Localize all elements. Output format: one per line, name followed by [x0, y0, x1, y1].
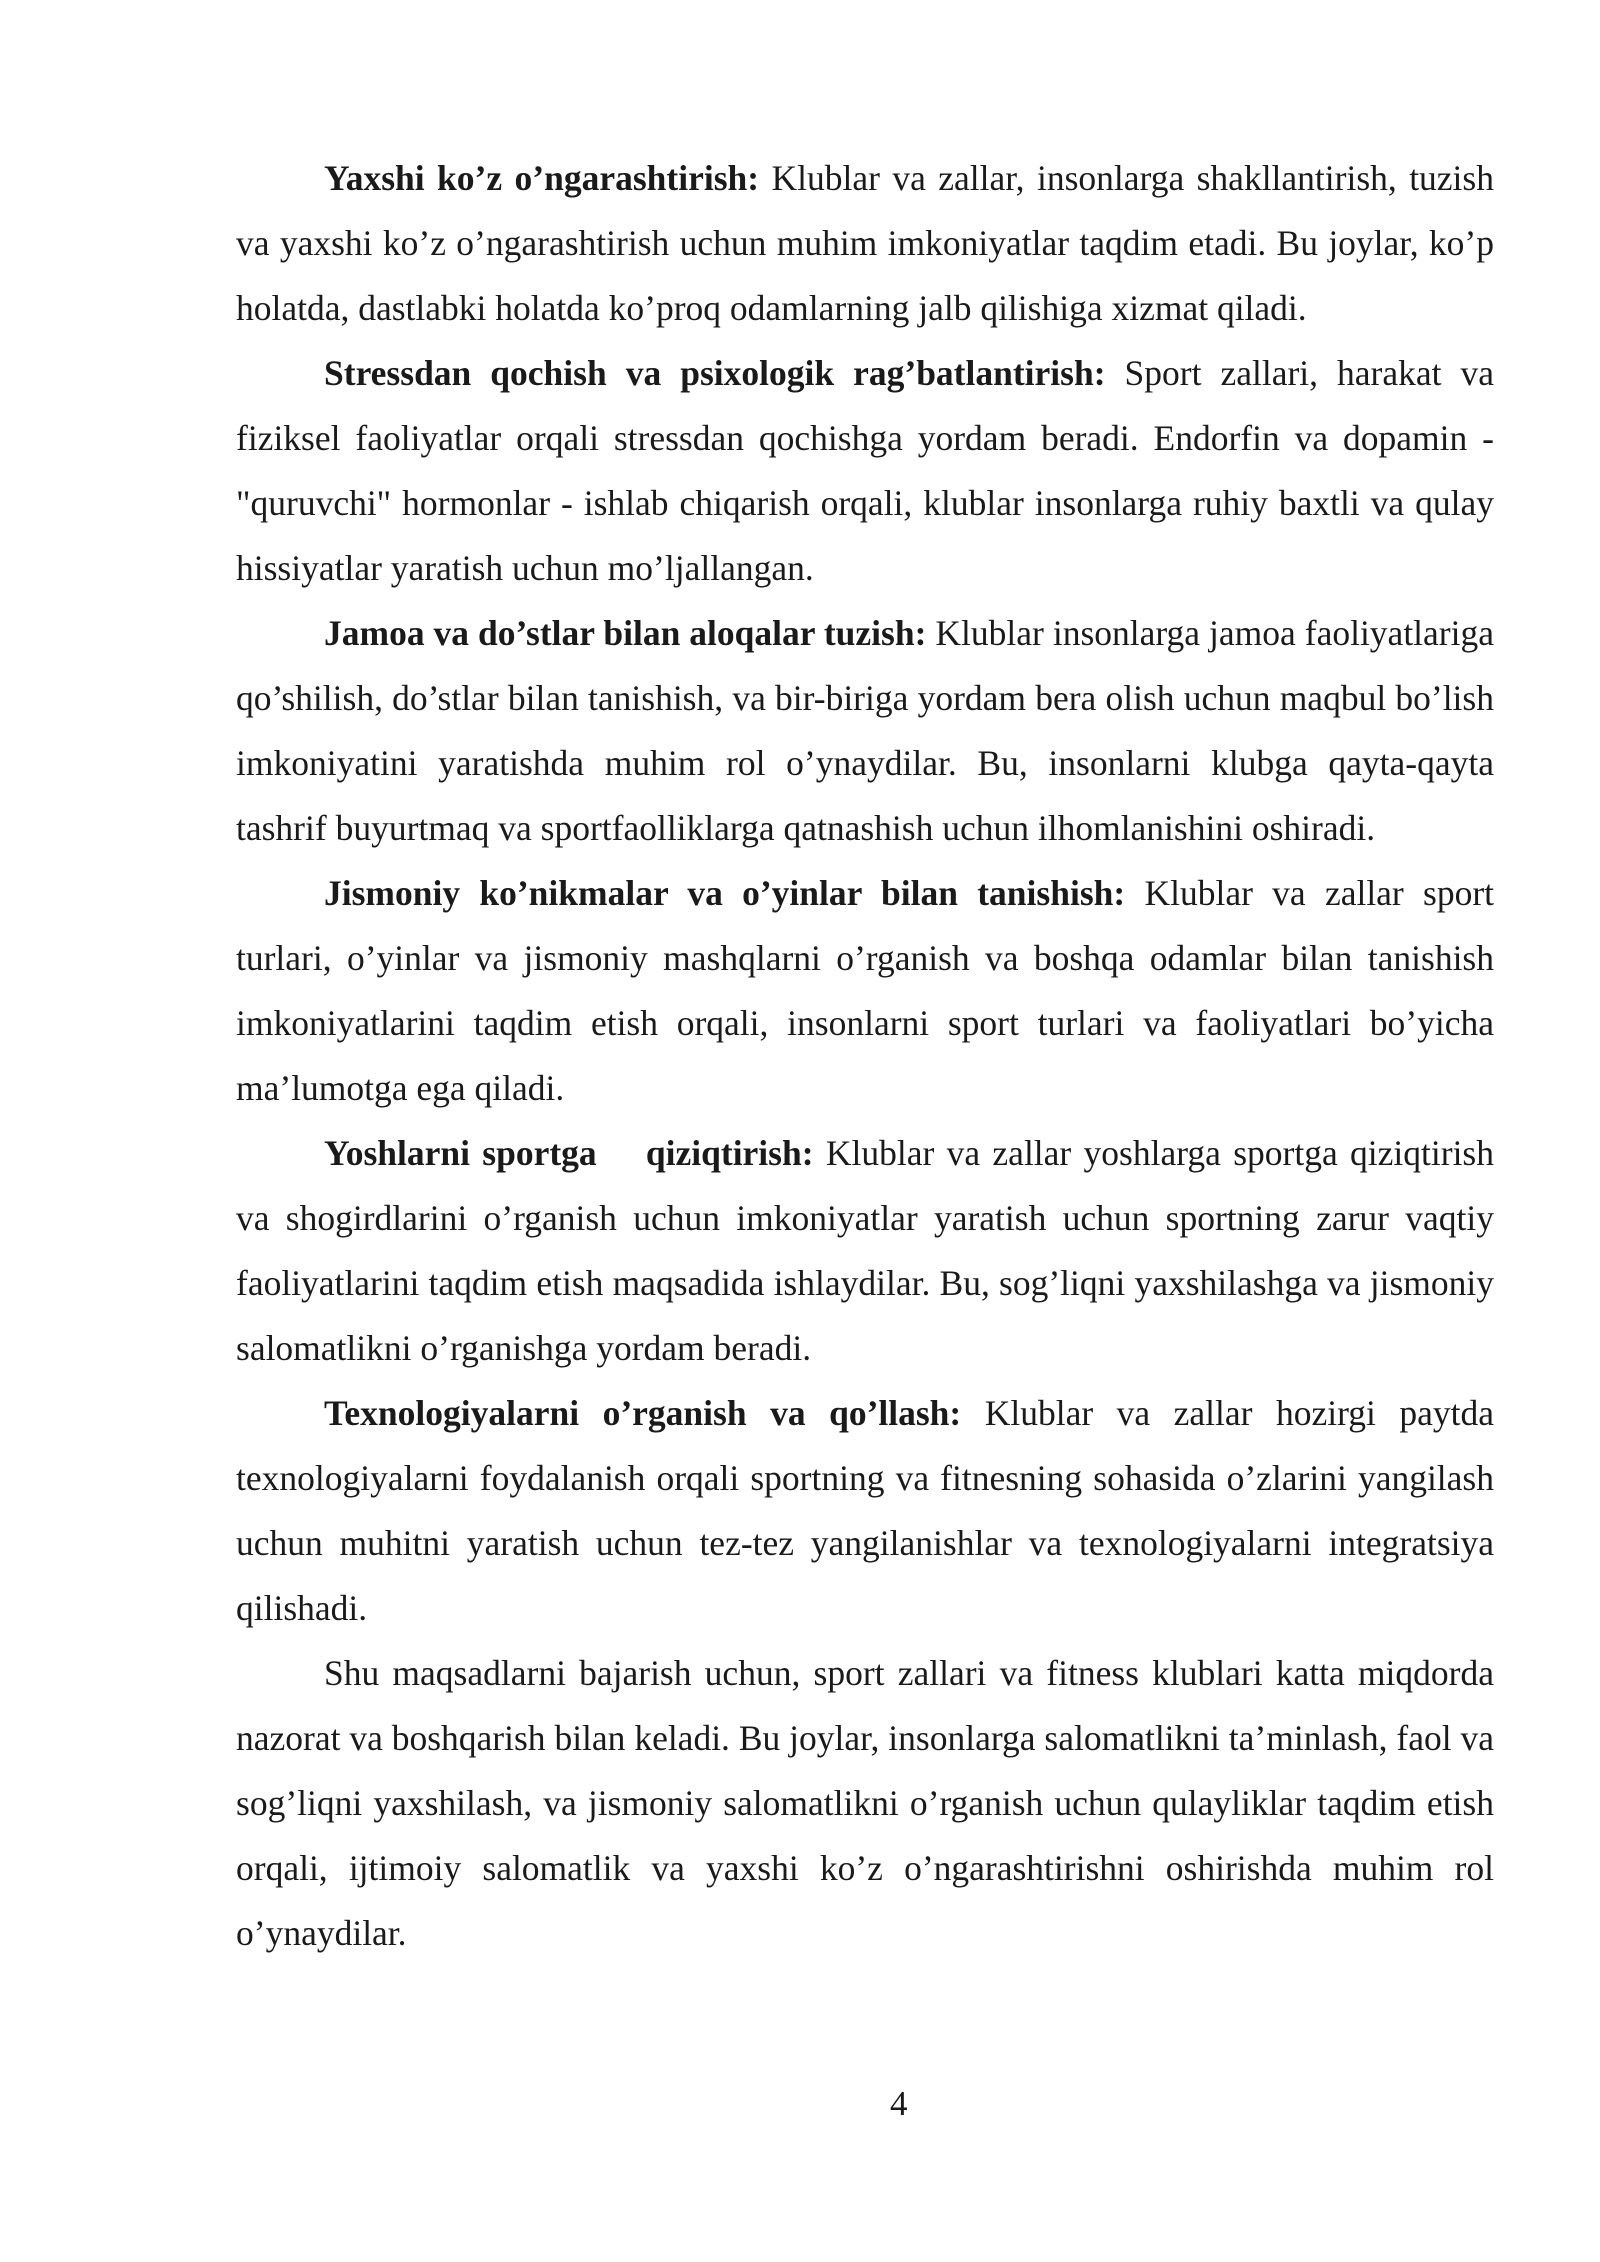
paragraph-text: Klublar va zallar hozirgi paytda texnologiyalarni foydalanish orqali sportning va fitnesning sohasida o’zlarini yangilash uchun muhitni yaratish uchun tez-tez yangilanishlar va texnologiyalarni integratsiya qilishadi. [236, 1393, 1494, 1628]
paragraph-community [236, 601, 1494, 861]
paragraph-text: Klublar va zallar yoshlarga sportga qiziqtirish va shogirdlarini o’rganish uchun imkoniyatlar yaratish uchun sportning zarur vaqtiy faoliyatlarini taqdim etish maqsadida ishlaydilar. Bu, sog’liqni yaxshilashga va jismoniy salomatlikni o’rganishga yordam beradi. [236, 1133, 1494, 1368]
paragraph-appearance [236, 146, 1494, 341]
paragraph-text: Sport zallari, harakat va fiziksel faoliyatlar orqali stressdan qochishga yordam beradi. Endorfin va dopamin - "quruvchi" hormonlar - ishlab chiqarish orqali, klublar insonlarga ruhiy baxtli va qulay hissiyatlar yaratish uchun mo’ljallangan. [236, 353, 1494, 588]
paragraph-heading: Yoshlarni sportga qiziqtirish: [324, 1133, 814, 1173]
paragraph-heading: Jamoa va do’stlar bilan aloqalar tuzish: [324, 613, 927, 653]
paragraph-text: Klublar va zallar sport turlari, o’yinlar va jismoniy mashqlarni o’rganish va boshqa odamlar bilan tanishish imkoniyatlarini taqdim etish orqali, insonlarni sport turlari va faoliyatlari bo’yicha ma’lumotga ega qiladi. [236, 873, 1495, 1108]
paragraph-text: Klublar insonlarga jamoa faoliyatlariga qo’shilish, do’stlar bilan tanishish, va bir-biriga yordam bera olish uchun maqbul bo’lish imkoniyatini yaratishda muhim rol o’ynaydilar. Bu, insonlarni klubga qayta-qayta tashrif buyurtmaq va sportfaolliklarga qatnashish uchun ilhomlanishini oshiradi. [236, 613, 1494, 848]
paragraph-youth [236, 1121, 1494, 1381]
paragraph-physical-skills [236, 861, 1494, 1121]
paragraph-text: Shu maqsadlarni bajarish uchun, sport zallari va fitness klublari katta miqdorda nazorat va boshqarish bilan keladi. Bu joylar, insonlarga salomatlikni ta’minlash, faol va sog’liqni yaxshilash, va jismoniy salomatlikni o’rganish uchun qulayliklar taqdim etish orqali, ijtimoiy salomatlik va yaxshi ko’z o’ngarashtirishni oshirishda muhim rol o’ynaydilar. [236, 1653, 1494, 1953]
paragraph-heading: Yaxshi ko’z o’ngarashtirish: [324, 158, 760, 198]
paragraph-heading: Stressdan qochish va psixologik rag’batlantirish: [324, 353, 1106, 393]
paragraph-heading: Texnologiyalarni o’rganish va qo’llash: [324, 1393, 962, 1433]
page-number: 4 [890, 2084, 908, 2123]
paragraph-stress-relief [236, 341, 1494, 601]
paragraph-text: Klublar va zallar, insonlarga shakllantirish, tuzish va yaxshi ko’z o’ngarashtirish uchun muhim imkoniyatlar taqdim etadi. Bu joylar, ko’p holatda, dastlabki holatda ko’proq odamlarning jalb qilishiga xizmat qiladi. [236, 158, 1494, 328]
paragraph-heading: Jismoniy ko’nikmalar va o’yinlar bilan tanishish: [324, 873, 1126, 913]
paragraph-conclusion [236, 1641, 1494, 1966]
paragraph-technology [236, 1381, 1494, 1641]
document-body [236, 146, 1494, 1966]
